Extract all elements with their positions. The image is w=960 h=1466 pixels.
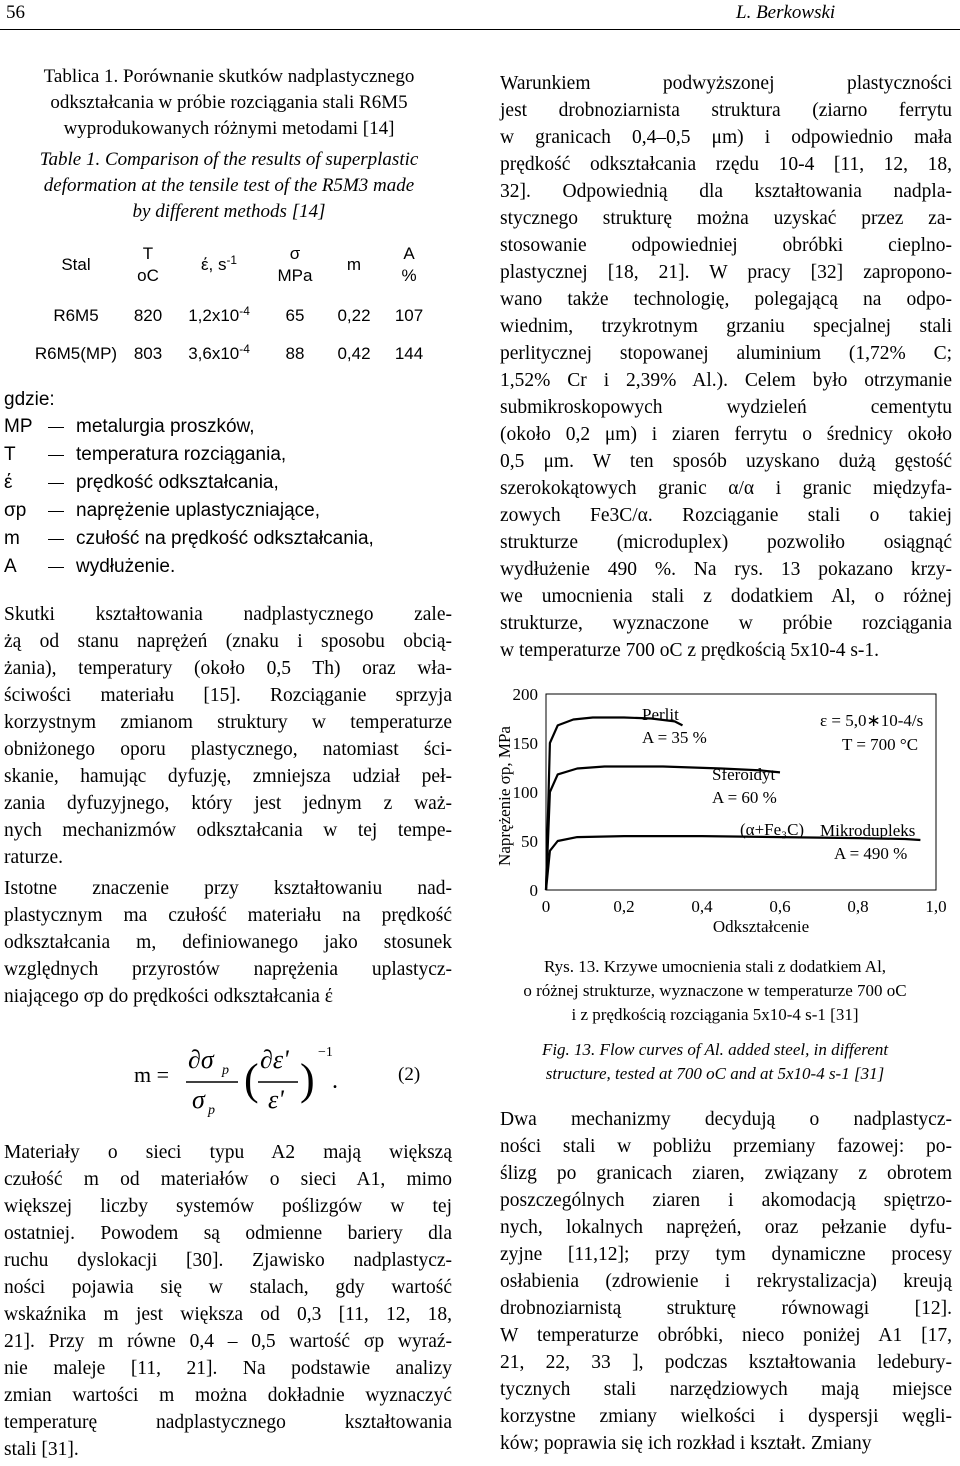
paragraph [500,1106,952,1457]
text-line: stali [31]. [4,1439,79,1460]
paragraph [4,601,452,871]
cell-strain-rate [174,335,264,373]
flow-curve-chart [490,680,950,940]
text-line: (około 0,2 μm) i ziaren ferrytu o średnicy około [500,424,952,445]
text-line: żania), temperatury (około 0,5 Th) oraz wła- [4,658,452,679]
header-rule [0,29,960,30]
x-tick-label: 0,8 [847,897,869,916]
cell-m: 0,22 [337,306,371,325]
col-elongation-unit: % [401,266,417,285]
text-line: w temperaturze 700 oC z prędkością 5x10-4 s-1. [500,640,880,661]
x-tick-label: 1,0 [925,897,947,916]
caption-line: deformation at the tensile test of the R5M3 made [43,175,415,196]
equation-fraction [182,1042,352,1120]
text-line: ności stali w pobliżu przemiany fazowej: po- [500,1136,952,1157]
annotation-mikrodupleks-elongation: A = 490 % [834,844,908,863]
svg-text:.: . [332,1068,338,1094]
col-m: m [346,255,362,274]
figure-caption-pl [490,955,940,1027]
legend-dash [48,455,64,456]
cell-steel: R6M5 [53,306,99,325]
text-line: ostatniej. Powodem są odmienne bariery dla [4,1223,452,1244]
text-line: strukturze (microduplex) pozwoliło osiągnąć [500,532,952,553]
svg-text:∂σ: ∂σ [188,1045,214,1074]
legend-dash [48,511,64,512]
text-line: Warunkiem podwyższonej plastyczności [500,73,952,94]
text-line: Skutki kształtowania nadplastycznego zale- [4,604,452,625]
text-line: niającego σp do prędkości odkształcania έ [4,986,333,1007]
svg-text:ε': ε' [268,1085,284,1114]
text-line: raturze. [4,847,63,868]
figure-caption-en [490,1038,940,1086]
text-line: W temperaturze obróbki, nieco poniżej A1 [17, [500,1325,952,1346]
legend-symbol: έ [4,472,13,493]
cell-strain-rate-exp: -4 [239,342,250,356]
cell-stress: 65 [285,306,305,325]
table-caption-en [0,147,458,225]
text-line: obniżonego oporu plastycznego, natomiast ści- [4,739,452,760]
table-row [30,297,436,335]
cell-strain-rate-exp: -4 [239,304,250,318]
cell-strain-rate [174,297,264,335]
symbol-legend [4,386,374,581]
col-stress [264,233,326,297]
cell-temperature: 820 [133,306,163,325]
text-line: plastycznej [18, 21]. W pracy [32] zapropono- [500,262,952,283]
text-line: drobnoziarnistą strukturę równowagi [12]. [500,1298,952,1319]
text-line: nie maleje [11, 21]. Na podstawie analizy [4,1358,452,1379]
running-author: L. Berkowski [736,2,836,23]
y-tick-label: 200 [512,685,538,704]
text-line: wiednim, trzykrotnym grzaniu specjalnej stali [500,316,952,337]
annotation-sferoidyt: Sferoidyt [712,765,776,784]
legend-symbol: T [4,444,16,465]
col-temperature [122,233,174,297]
legend-text: prędkość odkształcania, [76,472,279,493]
annotation-perlit-elongation: A = 35 % [642,728,707,747]
legend-item [4,413,255,441]
y-axis-label: Naprężenie σp, MPa [495,726,514,866]
annotation-mikrodupleks: Mikrodupleks [820,821,916,840]
x-axis-label: Odkształcenie [712,917,810,936]
legend-text: temperatura rozciągania, [76,444,287,465]
equation-2 [4,1038,456,1118]
text-line: 21, 22, 33 ], podczas kształtowania ledebury- [500,1352,952,1373]
cell-stress: 88 [285,344,305,363]
legend-item [4,525,374,553]
legend-text: metalurgia proszków, [76,416,255,437]
cell-m: 0,42 [337,344,371,363]
caption-line: i z prędkością rozciągania 5x10-4 s-1 [31] [571,1005,859,1024]
text-line: 0,5 μm. W ten sposób uzyskano dużą gęstość [500,451,952,472]
legend-symbol: m [4,528,20,549]
text-line: szerokokątowych granic α/α i granic międzyfa- [500,478,952,499]
col-temperature-unit: oC [137,266,159,285]
col-stress-unit: MPa [277,266,313,285]
equation-number: (2) [398,1064,421,1085]
text-line: Dwa mechanizmy decydują o nadplastycz- [500,1109,952,1130]
caption-line: Table 1. Comparison of the results of superplastic [39,149,419,170]
equation-lhs: m = [134,1062,170,1087]
text-line: ruchu dyslokacji [30]. Zjawisko nadplastycz- [4,1250,452,1271]
text-line: submikroskopowych wydzieleń cementytu [500,397,952,418]
text-line: ślizg po granicach ziaren, związany z obrotem [500,1163,952,1184]
text-line: skanie, hamując dyfuzję, zmniejsza udział peł- [4,766,452,787]
page-number: 56 [6,2,25,23]
caption-line: structure, tested at 700 oC and at 5x10-4 s-1 [31] [545,1064,885,1083]
text-line: w granicach 0,4–0,5 μm) i odpowiednio mała [500,127,952,148]
text-line: jest drobnoziarnista struktura (ziarno ferrytu [500,100,952,121]
cell-temperature: 803 [133,344,163,363]
text-line: poszczególnych ziaren i akomodacją spiętrzo- [500,1190,952,1211]
y-tick-label: 50 [521,832,538,851]
text-line: tycznych stali narzędziowych mają miejsce [500,1379,952,1400]
legend-text: czułość na prędkość odkształcania, [76,528,374,549]
text-line: ności pojawia się w stalach, gdy wartość [4,1277,452,1298]
y-tick-label: 150 [512,734,538,753]
text-line: osłabienia (zdrowienie i rekrystalizacja) kreują [500,1271,952,1292]
svg-text:∂ε': ∂ε' [260,1045,289,1074]
legend-symbol: MP [4,416,33,437]
annotation-perlit: Perlit [642,705,679,724]
annotation-sferoidyt-elongation: A = 60 % [712,788,777,807]
text-line: perlitycznej stopowanej aluminium (1,72% C; [500,343,952,364]
legend-item [4,553,176,581]
paragraph [500,70,952,664]
cell-elongation: 107 [394,306,424,325]
text-line: zmian wartości m można dokładnie wyznaczyć [4,1385,452,1406]
x-tick-label: 0 [541,897,551,916]
cell-strain-rate-mantissa: 3,6x10 [188,344,240,363]
cell-steel: R6M5(MP) [34,344,118,363]
caption-line: Fig. 13. Flow curves of Al. added steel, in different [541,1040,889,1059]
paragraph [4,1139,452,1463]
text-line: zowych Fe3C/α. Rozciąganie stali o takiej [500,505,952,526]
svg-text:−1: −1 [318,1045,333,1060]
col-strain-rate-label: έ, s [200,255,227,274]
text-line: plastycznym ma czułość materiału na prędkość [4,905,452,926]
text-line: zyjne [11,12]; przy tym dynamiczne procesy [500,1244,952,1265]
y-tick-label: 100 [512,783,538,802]
table-caption-pl [0,64,458,142]
svg-text:(: ( [244,1055,259,1104]
svg-text:p: p [222,1063,229,1078]
legend-item [4,441,287,469]
caption-line: Rys. 13. Krzywe umocnienia stali z dodatkiem Al, [543,957,887,976]
text-line: odkształcania m, definiowanego jako stosunek [4,932,452,953]
legend-item [4,469,279,497]
text-line: strukturze, wyznaczone w próbie rozciągania [500,613,952,634]
cell-elongation: 144 [394,344,424,363]
col-strain-rate-exp: -1 [226,253,238,267]
legend-symbol: A [4,556,17,577]
text-line: Materiały o sieci typu A2 mają większą [4,1142,452,1163]
col-stress-symbol: σ [289,244,301,263]
text-line: prędkość odkształcania rzędu 10-4 [11, 12, 18, [500,154,952,175]
col-stal: Stal [61,255,91,274]
legend-dash [48,567,64,568]
text-line: większej liczby systemów poślizgów w tej [4,1196,452,1217]
col-temperature-symbol: T [142,244,154,263]
text-line: zania dyfuzyjnego, który jest jednym z waż- [4,793,452,814]
x-tick-label: 0,6 [769,897,791,916]
col-elongation [382,233,436,297]
legend-symbol: σp [4,500,27,521]
y-tick-label: 0 [529,881,538,900]
annotation-strain-rate: ε = 5,0∗10-4/s [820,711,924,730]
text-line: 21]. Przy m równe 0,4 – 0,5 wartość σp wyraź- [4,1331,452,1352]
text-line: korzystnym zmianom struktury w temperaturze [4,712,452,733]
text-line: temperaturę nadplastycznego kształtowania [4,1412,452,1433]
svg-text:p: p [208,1103,215,1118]
caption-line: o różnej strukturze, wyznaczone w temperaturze 700 oC [523,981,907,1000]
text-line: żą od stanu naprężeń (znaku i sposobu obcią- [4,631,452,652]
legend-dash [48,539,64,540]
text-line: we umocnienia stali z dodatkiem Al, o różnej [500,586,952,607]
text-line: wskaźnika m jest większa od 0,3 [11, 12, 18, [4,1304,452,1325]
legend-item [4,497,320,525]
text-line: nych, lokalnych naprężeń, oraz pełzanie dyfu- [500,1217,952,1238]
col-elongation-symbol: A [403,244,415,263]
col-strain-rate [174,233,264,297]
legend-text: wydłużenie. [76,556,176,577]
text-line: 1,52% Cr i 2,39% Al.). Celem było otrzymanie [500,370,952,391]
cell-strain-rate-mantissa: 1,2x10 [188,306,240,325]
text-line: nych mechanizmów odkształcania w tej tempe- [4,820,452,841]
text-line: 32]. Odpowiednią dla kształtowania nadpla- [500,181,952,202]
legend-title: gdzie: [4,389,55,410]
legend-dash [48,483,64,484]
table-header-row [30,233,436,297]
annotation-temperature: T = 700 °C [842,735,919,754]
svg-text:σ: σ [192,1085,205,1114]
annotation-phase: (α+Fe₃C) [740,820,805,839]
paragraph [4,875,452,1010]
text-line: czułość m od materiałów o sieci A1, mimo [4,1169,452,1190]
legend-dash [48,427,64,428]
caption-line: odkształcania w próbie rozciągania stali R6M5 [50,92,408,113]
text-line: stosowanie odpowiedniej obróbki cieplno- [500,235,952,256]
caption-line: by different methods [14] [132,201,326,222]
table-row [30,335,436,373]
svg-text:): ) [300,1055,315,1104]
text-line: ściwości materiału [15]. Rozciąganie sprzyja [4,685,452,706]
text-line: stycznego strukturę można uzyskać przez za- [500,208,952,229]
x-tick-label: 0,2 [613,897,635,916]
text-line: wano także technologię, polegającą na odpo- [500,289,952,310]
text-line: względnych przyrostów naprężenia uplastycz- [4,959,452,980]
text-line: wydłużenie 490 %. Na rys. 13 pokazano krzy- [500,559,952,580]
caption-line: Tablica 1. Porównanie skutków nadplastycznego [43,66,415,87]
text-line: korzystne zmiany wielkości i dyspersji węgli- [500,1406,952,1427]
text-line: Istotne znaczenie przy kształtowaniu nad- [4,878,452,899]
legend-text: naprężenie uplastyczniające, [76,500,320,521]
x-tick-label: 0,4 [691,897,713,916]
text-line: ków; poprawia się ich rozkład i kształt. Zmiany [500,1433,872,1454]
comparison-table [30,233,436,373]
caption-line: wyprodukowanych różnymi metodami [14] [63,118,395,139]
